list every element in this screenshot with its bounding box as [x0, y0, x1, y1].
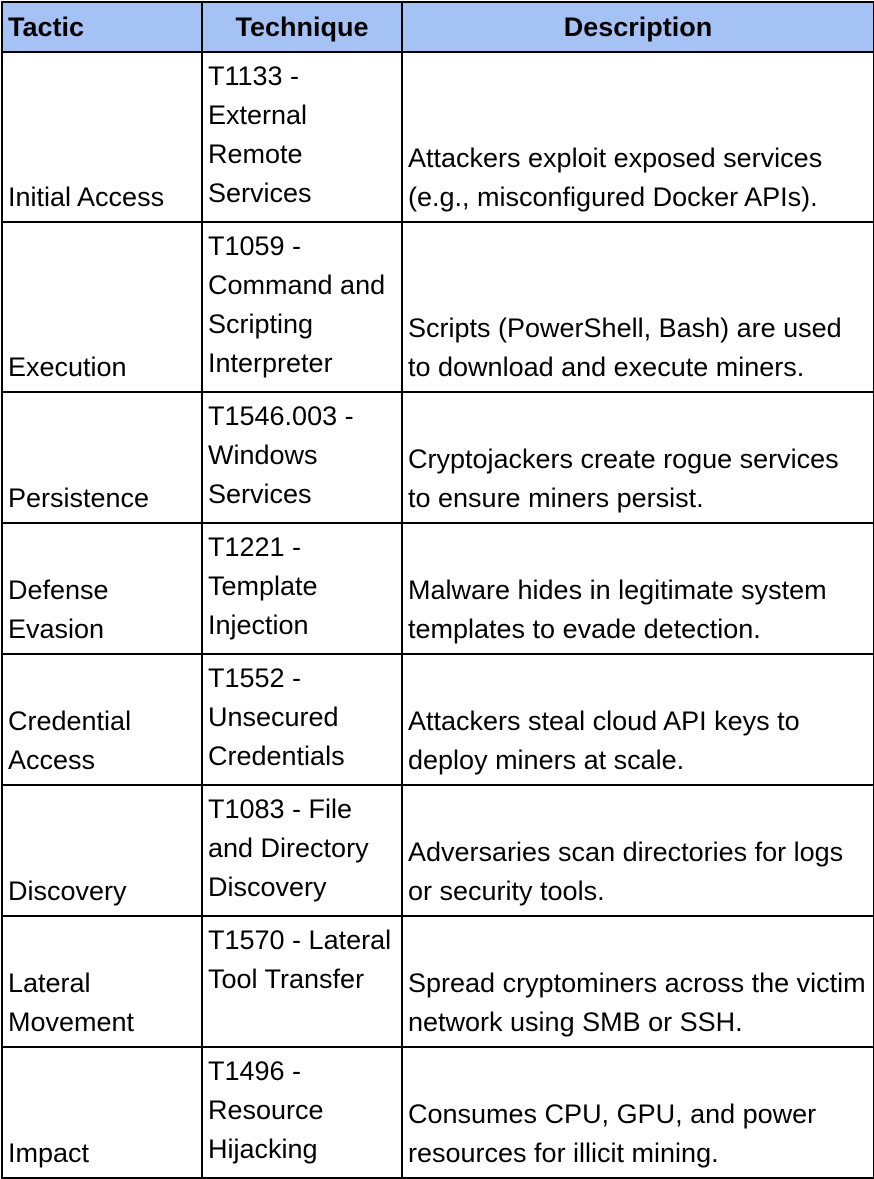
- tactic-cell: Lateral Movement: [2, 916, 202, 1047]
- description-cell: Scripts (PowerShell, Bash) are used to download and execute miners.: [402, 222, 874, 392]
- table-row: [2, 1047, 874, 1178]
- technique-cell: T1083 - File and Directory Discovery: [202, 785, 402, 916]
- mitre-tactics-table: [1, 1, 874, 1179]
- table-row: [2, 916, 874, 1047]
- technique-cell: T1570 - Lateral Tool Transfer: [202, 916, 402, 1047]
- tactic-cell: Impact: [2, 1047, 202, 1178]
- tactic-cell: Credential Access: [2, 654, 202, 785]
- technique-cell: T1552 - Unsecured Credentials: [202, 654, 402, 785]
- description-cell: Malware hides in legitimate system templates to evade detection.: [402, 523, 874, 654]
- header-technique: Technique: [202, 2, 402, 52]
- technique-cell: T1496 - Resource Hijacking: [202, 1047, 402, 1178]
- tactic-cell: Execution: [2, 222, 202, 392]
- table-row: [2, 392, 874, 523]
- tactic-cell: Initial Access: [2, 52, 202, 222]
- header-tactic: Tactic: [2, 2, 202, 52]
- description-cell: Consumes CPU, GPU, and power resources for illicit mining.: [402, 1047, 874, 1178]
- technique-cell: T1221 - Template Injection: [202, 523, 402, 654]
- description-cell: Attackers steal cloud API keys to deploy miners at scale.: [402, 654, 874, 785]
- description-cell: Cryptojackers create rogue services to ensure miners persist.: [402, 392, 874, 523]
- technique-cell: T1546.003 - Windows Services: [202, 392, 402, 523]
- technique-cell: T1133 - External Remote Services: [202, 52, 402, 222]
- table-row: [2, 785, 874, 916]
- table-row: [2, 222, 874, 392]
- description-cell: Adversaries scan directories for logs or security tools.: [402, 785, 874, 916]
- tactic-cell: Persistence: [2, 392, 202, 523]
- tactic-cell: Defense Evasion: [2, 523, 202, 654]
- tactic-cell: Discovery: [2, 785, 202, 916]
- table-row: [2, 654, 874, 785]
- table-header-row: [2, 2, 874, 52]
- description-cell: Attackers exploit exposed services (e.g., misconfigured Docker APIs).: [402, 52, 874, 222]
- table-row: [2, 52, 874, 222]
- technique-cell: T1059 - Command and Scripting Interpreter: [202, 222, 402, 392]
- header-description: Description: [402, 2, 874, 52]
- table-row: [2, 523, 874, 654]
- description-cell: Spread cryptominers across the victim network using SMB or SSH.: [402, 916, 874, 1047]
